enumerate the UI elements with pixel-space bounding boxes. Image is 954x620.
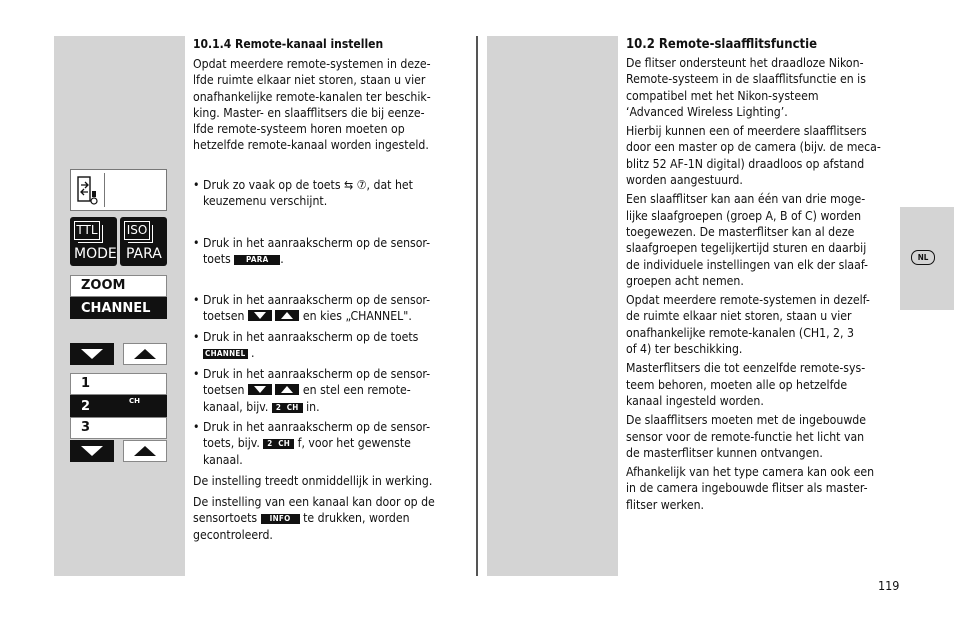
closing-note-1: De instelling treedt onmiddellijk in werking. (193, 474, 433, 488)
step-4: • Druk in het aanraakscherm op de toets CHANNEL . (193, 330, 419, 361)
right-paragraph-5: Masterflitsers die tot eenzelfde remote-sys- teem behoren, moeten alle op hetzelfde kanaal ingesteld worden. (626, 361, 866, 408)
step-3: • Druk in het aanraakscherm op de sensor- toetsen en kies „CHANNEL". (193, 293, 431, 324)
para-label: PARA (126, 246, 162, 262)
up-arrow-button[interactable] (123, 343, 167, 365)
channel-option-2[interactable]: 2 CH (70, 395, 167, 417)
up-arrow-button-2[interactable] (123, 440, 167, 462)
channel-option-2-ch: CH (129, 397, 140, 405)
right-paragraph-1: De flitser ondersteunt het draadloze Nikon- Remote-systeem in de slaafflitsfunctie en is compatibel met het Nikon-systeem ‘Advanced Wireless Lighting’. (626, 56, 866, 119)
right-body (626, 55, 898, 516)
up-arrow-icon (124, 344, 166, 364)
right-paragraph-6: De slaafflitsers moeten met de ingebouwde sensor voor de remote-functie het licht van de masterflitser kunnen ontvangen. (626, 413, 867, 460)
iso-icon: ISO (124, 221, 150, 240)
section-heading-10-1-4: 10.1.4 Remote-kanaal instellen (193, 37, 384, 51)
intro-paragraph: Opdat meerdere remote-systemen in deze- lfde ruimte elkaar niet storen, staan u vier onafhankelijke remote-kanalen ter beschik- king. Master- en slaafflitsers die bij eenze- lfde remote-systeem horen moeten op hetzelfde remote-kanaal worden ingesteld. (193, 57, 431, 153)
step-5: • Druk in het aanraakscherm op de sensor- toetsen en stel een remote- kanaal, bijv. 2 CH in. (193, 367, 431, 414)
channel-2-key: 2 CH (272, 403, 303, 413)
down-arrow-button[interactable] (70, 343, 114, 365)
closing-note-2: De instelling van een kanaal kan door op de sensortoets INFO te drukken, worden gecontroleerd. (193, 495, 435, 542)
channel-2-key: 2 CH (263, 439, 294, 449)
ttl-mode-label: MODE (74, 246, 117, 262)
para-key: PARA (234, 255, 280, 265)
right-paragraph-7: Afhankelijk van het type camera kan ook een in de camera ingebouwde flitser als master- flitser werken. (626, 465, 875, 512)
step-2: • Druk in het aanraakscherm op de sensor- toets PARA . (193, 236, 431, 267)
down-arrow-key-icon (248, 310, 272, 321)
mode-switch-icon-box (70, 169, 167, 211)
right-paragraph-4: Opdat meerdere remote-systemen in dezelf- de ruimte elkaar niet storen, staan u vier onafhankelijke remote-kanalen (CH1, 2, 3 of 4) ter beschikking. (626, 293, 870, 357)
language-badge-label: NL (917, 253, 929, 262)
right-paragraph-3: Een slaafflitser kan aan één van drie moge- lijke slaafgroepen (groep A, B of C) worden toegewezen. De masterflitser kan al deze slaafgroepen tegelijkertijd sturen en daarbij de individuele instellingen van elk der slaaf- groepen acht nemen. (626, 192, 868, 288)
column-divider (476, 36, 478, 576)
language-badge (911, 250, 935, 265)
section-heading-10-2: 10.2 Remote-slaafflitsfunctie (626, 37, 818, 52)
down-arrow-button-2[interactable] (70, 440, 114, 462)
channel-option-1[interactable]: 1 (70, 373, 167, 395)
down-arrow-icon (70, 440, 114, 462)
zoom-menu-item[interactable]: ZOOM (70, 275, 167, 297)
step-6: • Druk in het aanraakscherm op de sensor- toets, bijv. 2 CH f, voor het gewenste kanaal. (193, 420, 431, 467)
middle-gray-column (487, 36, 618, 576)
channel-menu-item[interactable]: CHANNEL (70, 297, 167, 319)
up-arrow-key-icon (275, 384, 299, 395)
step-1: • Druk zo vaak op de toets ⇆ ⑦, dat het keuzemenu verschijnt. (193, 178, 413, 209)
page-number: 119 (878, 578, 900, 593)
ttl-icon: TTL (74, 221, 100, 240)
up-arrow-key-icon (275, 310, 299, 321)
channel-option-3[interactable]: 3 (70, 417, 167, 439)
up-arrow-icon (124, 441, 166, 461)
mode-switch-icon (74, 173, 105, 207)
mode-switch-symbol: ⇆ ⑦ (344, 178, 367, 192)
down-arrow-icon (70, 343, 114, 365)
channel-key: CHANNEL (205, 349, 246, 359)
info-key: INFO (261, 514, 300, 524)
ttl-mode-button[interactable] (70, 217, 117, 266)
right-paragraph-2: Hierbij kunnen een of meerdere slaafflitsers door een master op de camera (bijv. de meca- blitz 52 AF-1N digital) draadloos op afstand worden aangestuurd. (626, 124, 881, 188)
down-arrow-key-icon (248, 384, 272, 395)
iso-para-button[interactable] (120, 217, 167, 266)
